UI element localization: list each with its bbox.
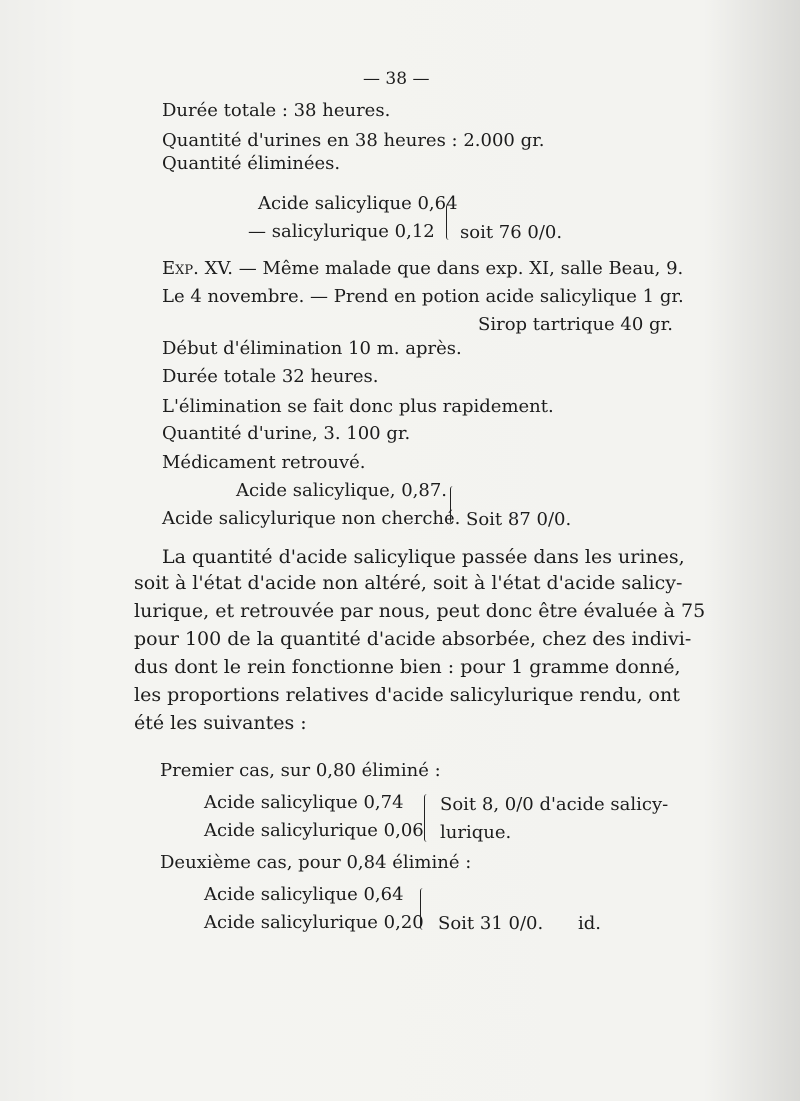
acide-salicylurique-non-cherche: Acide salicylurique non cherché.	[162, 508, 461, 529]
brace	[420, 888, 427, 930]
paragraph-line-3: lurique, et retrouvée par nous, peut donc être évaluée à 75	[134, 600, 706, 622]
paragraph-line-6: les proportions relatives d'acide salicylurique rendu, ont	[134, 684, 680, 706]
acide-salicylique-064: Acide salicylique 0,64	[258, 193, 458, 214]
paragraph-line-5: dus dont le rein fonctionne bien : pour 1 gramme donné,	[134, 656, 681, 678]
acide-salicylique-087: Acide salicylique, 0,87.	[236, 480, 447, 501]
exp-xv-title	[162, 258, 684, 280]
brace	[450, 486, 457, 524]
premier-cas-salicylurique: Acide salicylurique 0,06	[204, 820, 424, 841]
deuxieme-cas-salicylique: Acide salicylique 0,64	[204, 884, 404, 905]
quantite-urines-38: Quantité d'urines en 38 heures : 2.000 gr.	[162, 130, 545, 151]
paragraph-line-1: La quantité d'acide salicylique passée dans les urines,	[162, 546, 685, 568]
quantite-urine-3100: Quantité d'urine, 3. 100 gr.	[162, 423, 411, 444]
brace	[424, 794, 431, 842]
deuxieme-cas-note: Soit 31 0/0.	[438, 913, 544, 934]
deuxieme-cas-salicylurique: Acide salicylurique 0,20	[204, 912, 424, 933]
paragraph-line-7: été les suivantes :	[134, 712, 307, 734]
debut-elimination: Début d'élimination 10 m. après.	[162, 338, 462, 359]
exp-xv-date-line: Le 4 novembre. — Prend en potion acide salicylique 1 gr.	[162, 286, 684, 307]
premier-cas-heading: Premier cas, sur 0,80 éliminé :	[160, 760, 441, 781]
elimination-rapide: L'élimination se fait donc plus rapidement.	[162, 396, 554, 417]
exp-xv-text: XV. — Même malade que dans exp. XI, salle Beau, 9.	[204, 258, 684, 279]
page-number: — 38 —	[363, 69, 430, 89]
soit-76: soit 76 0/0.	[460, 222, 563, 243]
brace	[446, 204, 453, 240]
salicylurique-012: — salicylurique 0,12	[248, 221, 435, 242]
duree-totale-32: Durée totale 32 heures.	[162, 366, 379, 387]
duree-totale-38: Durée totale : 38 heures.	[162, 100, 391, 121]
paragraph-line-2: soit à l'état d'acide non altéré, soit à l'état d'acide salicy-	[134, 572, 683, 594]
sirop-tartrique: Sirop tartrique 40 gr.	[478, 314, 673, 335]
deuxieme-cas-id: id.	[578, 913, 602, 934]
premier-cas-note-2: lurique.	[440, 822, 512, 843]
premier-cas-salicylique: Acide salicylique 0,74	[204, 792, 404, 813]
soit-87: Soit 87 0/0.	[466, 509, 572, 530]
medicament-retrouve: Médicament retrouvé.	[162, 452, 366, 473]
exp-label: Exp.	[162, 258, 199, 279]
deuxieme-cas-heading: Deuxième cas, pour 0,84 éliminé :	[160, 852, 472, 873]
paragraph-line-4: pour 100 de la quantité d'acide absorbée, chez des indivi-	[134, 628, 692, 650]
quantite-eliminees: Quantité éliminées.	[162, 153, 341, 174]
premier-cas-note-1: Soit 8, 0/0 d'acide salicy-	[440, 794, 669, 815]
